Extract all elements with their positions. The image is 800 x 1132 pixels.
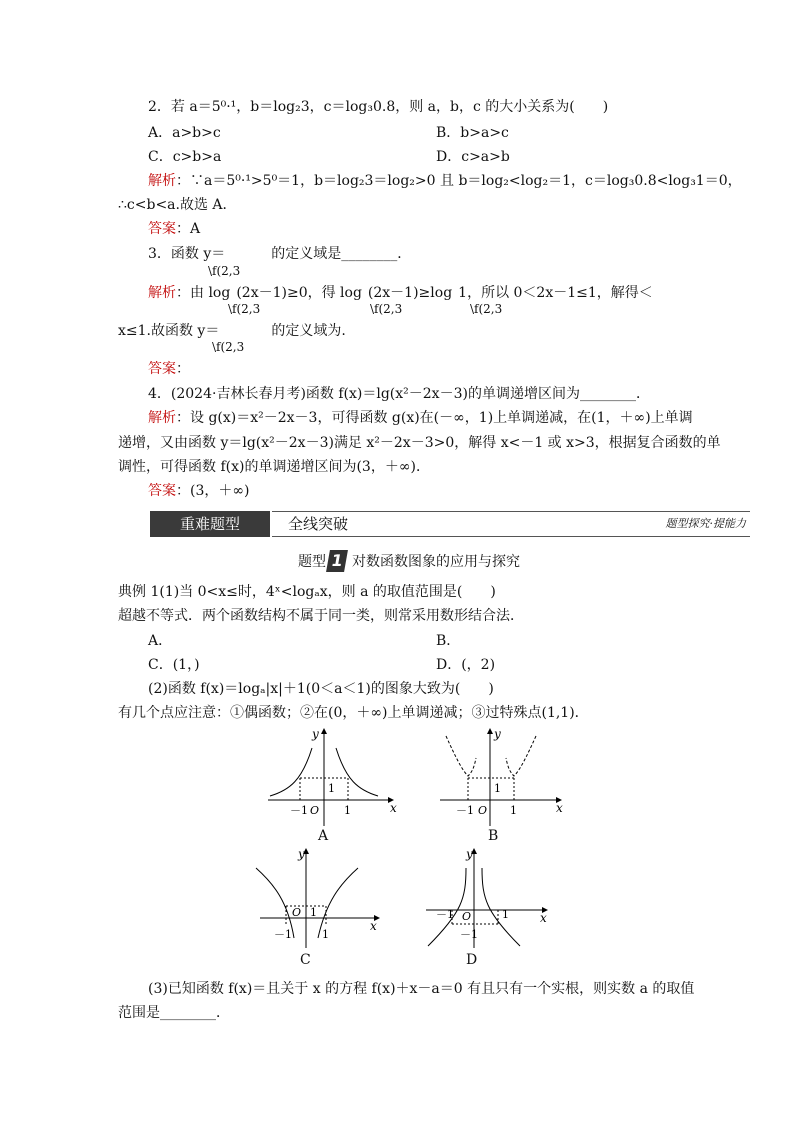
q2-analysis-2: ∴c<b<a.故选 A．	[118, 197, 237, 213]
section-banner	[150, 511, 750, 537]
graph-c-caption: C	[300, 952, 311, 968]
ex1-line1: 典例 1(1)当 0<x≤时，4ˣ<logₐx，则 a 的取值范围是( )	[118, 584, 496, 600]
ex1-option-d: D．(，2)	[436, 657, 496, 673]
type-title-prefix: 题型	[298, 554, 326, 570]
q3-stem-text: 3．函数 y＝	[148, 246, 226, 262]
q4-analysis-text: ：设 g(x)＝x²－2x－3，可得函数 g(x)在(－∞，1)上单调递减，在(1，＋∞)上单调	[176, 410, 693, 426]
origin-label: O	[292, 906, 302, 919]
ex1-option-a: A．	[148, 633, 173, 649]
ex1-part3: (3)已知函数 f(x)＝且关于 x 的方程 f(x)＋x－a＝0 有且只有一个实根，则实数 a 的取值	[148, 981, 695, 997]
graph-b-caption: B	[488, 828, 499, 844]
banner-right: 题型探究·提能力	[665, 517, 746, 530]
q3-answer	[148, 360, 190, 378]
tick-neg1: －1	[290, 804, 308, 817]
q2-analysis	[148, 172, 742, 190]
ex1-part3-2: 范围是________．	[118, 1005, 230, 1021]
q3-jx2-a: x≤1.故函数 y＝	[118, 323, 220, 339]
origin-label: O	[310, 804, 320, 817]
tick-1: 1	[328, 782, 335, 795]
graph-a-caption: A	[318, 828, 329, 844]
answer-label: 答案	[148, 361, 176, 377]
q2-option-d: D．c>a>b	[436, 149, 510, 165]
q3-answer-text: ：	[176, 361, 190, 377]
tick-neg1: －1	[436, 908, 454, 921]
tick-1: 1	[494, 782, 501, 795]
q2-answer	[148, 220, 200, 238]
q4-answer-text: ：(3，＋∞)	[176, 483, 250, 499]
y-axis-label: y	[298, 847, 305, 861]
origin-label: O	[462, 910, 472, 923]
answer-label: 答案	[148, 483, 176, 499]
x-axis-label: x	[390, 801, 397, 815]
q2-stem: 2．若 a＝5⁰·¹，b＝log₂3，c＝log₃0.8，则 a，b，c 的大小关系为( )	[148, 99, 609, 115]
q2-option-c: C．c>b>a	[148, 149, 222, 165]
ex1-part2-note: 有几个点应注意：①偶函数；②在(0，＋∞)上单调递减；③过特殊点(1,1)．	[118, 705, 589, 721]
graph-a	[260, 728, 400, 828]
type-number-badge: 1	[326, 550, 348, 572]
q3-stem-tail: 的定义域是________．	[271, 246, 412, 262]
tick-1x: 1	[322, 928, 329, 941]
y-axis-label: y	[312, 727, 319, 741]
ex1-option-b: B．	[436, 633, 461, 649]
q3-frac-3: \f(2,3	[470, 302, 503, 316]
banner-mid: 全线突破	[288, 515, 349, 533]
ex1-line2: 超越不等式．两个函数结构不属于同一类，则常采用数形结合法．	[118, 608, 524, 624]
graph-c	[250, 848, 390, 952]
q3-stem	[148, 245, 411, 263]
graph-d-caption: D	[466, 952, 478, 968]
tick-neg1: －1	[456, 804, 474, 817]
q2-analysis-text: ：∵a＝5⁰·¹>5⁰＝1，b＝log₂3＝log₂>0 且 b＝log₂<log₂＝1，c＝log₃0.8<log₃1＝0，	[176, 173, 742, 189]
tick-1x: 1	[502, 908, 509, 921]
q3-jx-c: (2x－1)≥log	[367, 285, 453, 301]
analysis-label: 解析	[148, 410, 176, 426]
analysis-label: 解析	[148, 285, 176, 301]
tick-1x: 1	[344, 804, 351, 817]
tick-1: 1	[310, 906, 317, 919]
q3-jx-a: ：由 log	[176, 285, 231, 301]
q3-jx-b: (2x－1)≥0，得 log	[236, 285, 362, 301]
tick-neg1-y: －1	[460, 928, 478, 941]
q4-analysis	[148, 409, 693, 427]
y-axis-label: y	[466, 847, 473, 861]
graph-d	[422, 848, 562, 952]
banner-left: 重难题型	[150, 511, 270, 537]
q3-jx-d: 1，所以 0＜2x－1≤1，解得＜	[458, 285, 653, 301]
ex1-part2: (2)函数 f(x)＝logₐ|x|＋1(0＜a＜1)的图象大致为( )	[148, 681, 494, 697]
q4-analysis-2: 递增，又由函数 y＝lg(x²－2x－3)满足 x²－2x－3>0，解得 x<－1 或 x>3，根据复合函数的单	[118, 435, 721, 451]
x-axis-label: x	[370, 919, 377, 933]
q3-jx2-b: 的定义域为.	[271, 323, 346, 339]
x-axis-label: x	[540, 911, 547, 925]
answer-label: 答案	[148, 221, 176, 237]
x-axis-label: x	[556, 801, 563, 815]
origin-label: O	[478, 804, 488, 817]
graph-b	[438, 728, 578, 828]
ex1-option-c: C．(1，)	[148, 657, 200, 673]
type-title-text: 对数函数图象的应用与探究	[352, 554, 520, 570]
q3-frac-1: \f(2,3	[228, 302, 261, 316]
q2-answer-text: ：A	[176, 221, 201, 237]
q2-option-a: A．a>b>c	[148, 125, 221, 141]
type-title	[298, 550, 520, 572]
tick-1x: 1	[510, 804, 517, 817]
q2-option-b: B．b>a>c	[436, 125, 509, 141]
q4-answer	[148, 482, 250, 500]
q3-frac: \f(2,3	[208, 264, 241, 278]
q4-stem: 4．(2024·吉林长春月考)函数 f(x)＝lg(x²－2x－3)的单调递增区间为________．	[148, 386, 650, 402]
q3-frac-4: \f(2,3	[212, 340, 245, 354]
analysis-label: 解析	[148, 173, 176, 189]
q4-analysis-3: 调性，可得函数 f(x)的单调递增区间为(3，＋∞)．	[118, 459, 430, 475]
y-axis-label: y	[494, 727, 501, 741]
tick-neg1: －1	[274, 928, 292, 941]
q3-frac-2: \f(2,3	[370, 302, 403, 316]
